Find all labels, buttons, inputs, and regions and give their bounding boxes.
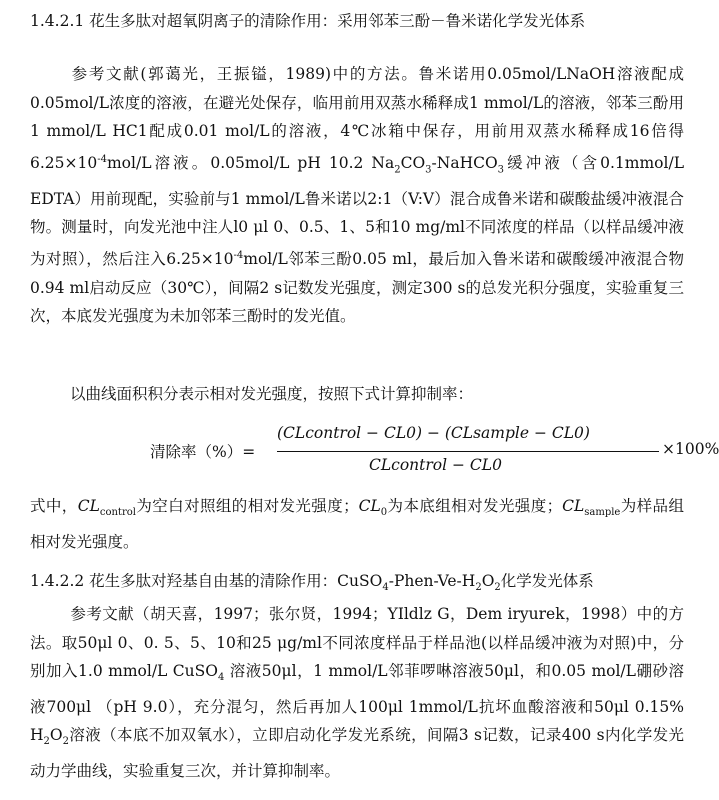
section-heading-superoxide: 1.4.2.1 花生多肽对超氧阴离子的清除作用：采用邻苯三酚－鲁米诺化学发光体系 [30,12,586,30]
subscript: 2 [62,736,69,748]
text-run: CO [400,153,426,172]
superscript: -4 [97,153,107,165]
inhibition-formula [150,420,719,480]
subscript: 2 [475,582,482,594]
subscript: 2 [394,164,401,176]
text-run: 以曲线面积积分表示相对发光强度，按照下式计算抑制率： [70,385,474,403]
text-run: 为样品组相对发光强度。 [30,497,684,551]
formula-numerator: (CLcontrol − CL0) − (CLsample − CL0) [277,424,590,442]
formula-rhs: ×100% [662,440,719,458]
text-run: 为空白对照组的相对发光强度； [135,497,359,515]
subscript: 3 [497,164,505,176]
subscript: 4 [217,672,225,684]
subscript: sample [584,507,621,519]
text-run: -NaHCO [431,153,498,172]
formula-denominator: CLcontrol − CL0 [369,456,502,474]
text-run: 为本底组相对发光强度； [387,497,563,515]
formula-lhs: 清除率（%）= [150,443,256,461]
text-run: 溶液50μl，1 mmol/L邻菲啰啉溶液50μl，和0.05 mol/L硼砂溶液700μl （pH 9.0），充分混匀，然后再加人100μl 1mmol/L抗坏血酸溶液和50μl 0.15% H [30,662,684,745]
subscript: 2 [494,582,501,594]
variable: CL [77,497,100,515]
formula-intro-paragraph [30,380,684,409]
text-run: -Phen-Ve-H [388,572,476,590]
text-run: 1.4.2.2 花生多肽对羟基自由基的清除作用：CuSO [30,572,383,590]
subscript: 0 [380,507,388,519]
method-paragraph-superoxide [30,60,684,331]
text-run: mol/L溶液。0.05mol/L pH 10.2 Na [106,153,395,172]
text-run: mol/L邻苯三酚0.05 ml，最后加入鲁米诺和碳酸缓冲液混合物0.94 ml启动反应（30℃），间隔2 s记数发光强度，测定300 s的总发光积分强度，实验重复三次，本底发光强度为未加邻苯三酚时的发光值。 [30,249,684,326]
text-run: 参考文献(郭蔼光，王振镒，1989)中的方法。鲁米诺用0.05mol/LNaOH溶液配成0.05mol/L浓度的溶液，在避光处保存，临用前用双蒸水稀释成1 mmol/L的溶液，邻苯三酚用1 mmol/L HC1配成0.01 mol/L的溶液，4℃冰箱中保存，用前用双蒸水稀释成16倍得6.25×10 [30,65,684,172]
subscript: 4 [382,582,389,594]
text-run: O [49,726,63,745]
formula-definitions-paragraph [30,492,684,556]
text-run: 参考文献（胡天喜，1997；张尔贤，1994；YIldlz G，Dem iryurek，1998）中的方法。取50μl 0、0. 5、5、10和25 μg/ml不同浓度样品于样品池(以样品缓冲液为对照)中，分别加入1.0 mmol/L CuSO [30,605,684,681]
text-run: 溶液（本底不加双氧水），立即启动化学发光系统，间隔3 s记数，记录400 s内化学发光动力学曲线，实验重复三次，并计算抑制率。 [30,726,684,781]
text-run: 化学发光体系 [500,572,594,590]
subscript: 2 [43,736,50,748]
variable: CL [562,497,585,515]
text-run: 式中， [30,497,78,515]
text-run: O [481,572,495,590]
fraction-bar [277,451,659,452]
text-run: 缓冲液（含0.1mmol/L EDTA）用前现配，实验前与1 mmol/L鲁米诺以2:1（V:V）混合成鲁米诺和碳酸盐缓冲液混合物。测量时，向发光池中注人l0 μl 0、0.5、1、5和10 mg/ml不同浓度的样品（以样品缓冲液为对照），然后注入6.25×10 [30,153,684,268]
method-paragraph-hydroxyl [30,600,684,786]
subscript: 3 [425,164,432,176]
variable: CL [358,497,381,515]
subscript: control [99,507,136,519]
section-heading-hydroxyl [30,570,692,599]
superscript: -4 [233,249,244,261]
